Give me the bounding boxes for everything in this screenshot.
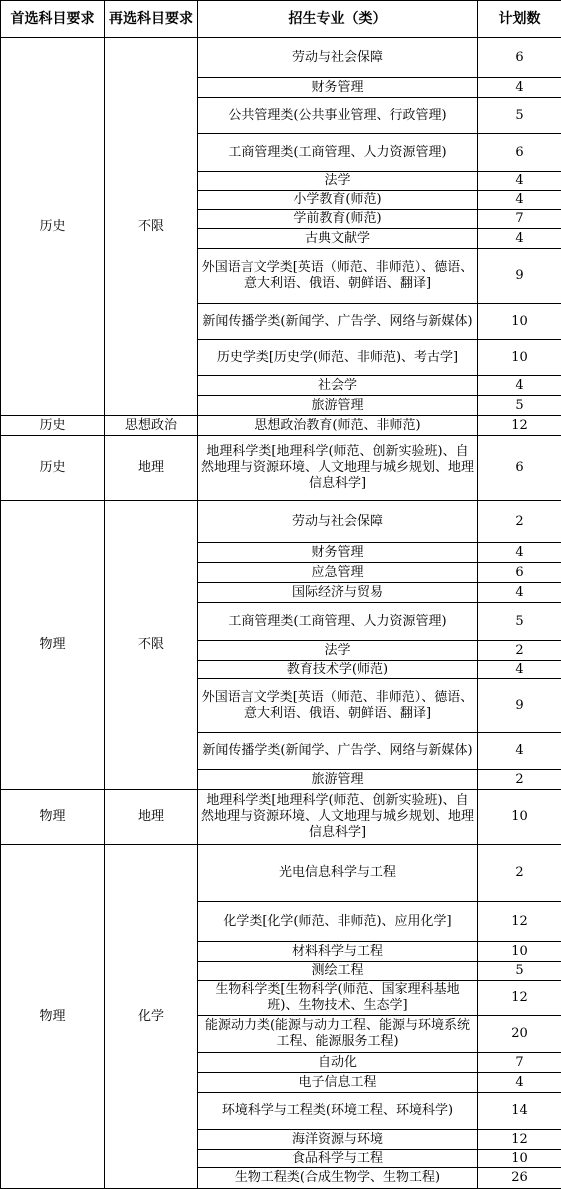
header-second-subject: 再选科目要求 xyxy=(105,1,198,38)
second-subject-cell: 化学 xyxy=(105,845,198,1189)
quota-cell: 4 xyxy=(478,78,561,98)
quota-cell: 10 xyxy=(478,942,561,962)
major-cell: 工商管理类(工商管理、人力资源管理) xyxy=(198,134,478,172)
first-subject-cell: 物理 xyxy=(1,845,105,1189)
major-cell: 劳动与社会保障 xyxy=(198,38,478,78)
major-cell: 化学类[化学(师范、非师范)、应用化学] xyxy=(198,902,478,942)
first-subject-cell: 物理 xyxy=(1,501,105,790)
major-cell: 财务管理 xyxy=(198,543,478,563)
quota-cell: 6 xyxy=(478,436,561,501)
first-subject-cell: 历史 xyxy=(1,436,105,501)
major-cell: 工商管理类(工商管理、人力资源管理) xyxy=(198,603,478,641)
second-subject-cell: 地理 xyxy=(105,790,198,845)
quota-cell: 4 xyxy=(478,733,561,770)
quota-cell: 20 xyxy=(478,1016,561,1053)
quota-cell: 10 xyxy=(478,340,561,376)
table-body xyxy=(1,38,561,1189)
major-cell: 社会学 xyxy=(198,376,478,396)
major-cell: 地理科学类[地理科学(师范、创新实验班)、自然地理与资源环境、人文地理与城乡规划、地理信息科学] xyxy=(198,790,478,845)
table-row xyxy=(1,790,561,845)
quota-cell: 12 xyxy=(478,1130,561,1150)
quota-cell: 2 xyxy=(478,770,561,790)
quota-cell: 4 xyxy=(478,376,561,396)
quota-cell: 9 xyxy=(478,249,561,304)
major-cell: 古典文献学 xyxy=(198,229,478,249)
major-cell: 教育技术学(师范) xyxy=(198,661,478,679)
quota-cell: 5 xyxy=(478,98,561,134)
quota-cell: 7 xyxy=(478,210,561,229)
first-subject-cell: 历史 xyxy=(1,38,105,416)
quota-cell: 5 xyxy=(478,396,561,416)
major-cell: 测绘工程 xyxy=(198,962,478,981)
quota-cell: 2 xyxy=(478,501,561,543)
quota-cell: 4 xyxy=(478,191,561,210)
major-cell: 公共管理类(公共事业管理、行政管理) xyxy=(198,98,478,134)
table-row xyxy=(1,38,561,78)
quota-cell: 14 xyxy=(478,1093,561,1130)
quota-cell: 4 xyxy=(478,661,561,679)
quota-cell: 4 xyxy=(478,583,561,603)
quota-cell: 2 xyxy=(478,845,561,902)
header-first-subject: 首选科目要求 xyxy=(1,1,105,38)
first-subject-cell: 物理 xyxy=(1,790,105,845)
major-cell: 财务管理 xyxy=(198,78,478,98)
major-cell: 小学教育(师范) xyxy=(198,191,478,210)
major-cell: 光电信息科学与工程 xyxy=(198,845,478,902)
quota-cell: 9 xyxy=(478,679,561,733)
quota-cell: 10 xyxy=(478,790,561,845)
quota-cell: 4 xyxy=(478,172,561,191)
quota-cell: 12 xyxy=(478,902,561,942)
major-cell: 劳动与社会保障 xyxy=(198,501,478,543)
quota-cell: 6 xyxy=(478,563,561,583)
major-cell: 国际经济与贸易 xyxy=(198,583,478,603)
quota-cell: 7 xyxy=(478,1053,561,1073)
major-cell: 环境科学与工程类(环境工程、环境科学) xyxy=(198,1093,478,1130)
major-cell: 旅游管理 xyxy=(198,770,478,790)
major-cell: 生物科学类[生物科学(师范、国家理科基地班)、生物技术、生态学] xyxy=(198,981,478,1016)
second-subject-cell: 思想政治 xyxy=(105,416,198,436)
first-subject-cell: 历史 xyxy=(1,416,105,436)
header-major: 招生专业（类） xyxy=(198,1,478,38)
quota-cell: 12 xyxy=(478,416,561,436)
major-cell: 外国语言文学类[英语（师范、非师范）、德语、意大利语、俄语、朝鲜语、翻译] xyxy=(198,679,478,733)
table-header-row xyxy=(1,1,561,38)
table-row xyxy=(1,845,561,902)
major-cell: 能源动力类(能源与动力工程、能源与环境系统工程、能源服务工程) xyxy=(198,1016,478,1053)
quota-cell: 12 xyxy=(478,981,561,1016)
quota-cell: 2 xyxy=(478,641,561,661)
major-cell: 地理科学类[地理科学(师范、创新实验班)、自然地理与资源环境、人文地理与城乡规划、地理信息科学] xyxy=(198,436,478,501)
second-subject-cell: 不限 xyxy=(105,501,198,790)
quota-cell: 6 xyxy=(478,134,561,172)
table-row xyxy=(1,436,561,501)
quota-cell: 5 xyxy=(478,962,561,981)
major-cell: 电子信息工程 xyxy=(198,1073,478,1093)
major-cell: 思想政治教育(师范、非师范) xyxy=(198,416,478,436)
major-cell: 法学 xyxy=(198,172,478,191)
table-row xyxy=(1,416,561,436)
major-cell: 旅游管理 xyxy=(198,396,478,416)
quota-cell: 10 xyxy=(478,1150,561,1168)
major-cell: 历史学类[历史学(师范、非师范)、考古学] xyxy=(198,340,478,376)
second-subject-cell: 不限 xyxy=(105,38,198,416)
quota-cell: 26 xyxy=(478,1168,561,1189)
major-cell: 新闻传播学类(新闻学、广告学、网络与新媒体) xyxy=(198,304,478,340)
quota-cell: 4 xyxy=(478,229,561,249)
quota-cell: 4 xyxy=(478,543,561,563)
quota-cell: 4 xyxy=(478,1073,561,1093)
major-cell: 海洋资源与环境 xyxy=(198,1130,478,1150)
quota-cell: 10 xyxy=(478,304,561,340)
major-cell: 新闻传播学类(新闻学、广告学、网络与新媒体) xyxy=(198,733,478,770)
major-cell: 材料科学与工程 xyxy=(198,942,478,962)
major-cell: 外国语言文学类[英语（师范、非师范）、德语、意大利语、俄语、朝鲜语、翻译] xyxy=(198,249,478,304)
major-cell: 法学 xyxy=(198,641,478,661)
table-row xyxy=(1,501,561,543)
major-cell: 食品科学与工程 xyxy=(198,1150,478,1168)
major-cell: 学前教育(师范) xyxy=(198,210,478,229)
quota-cell: 5 xyxy=(478,603,561,641)
major-cell: 自动化 xyxy=(198,1053,478,1073)
quota-cell: 6 xyxy=(478,38,561,78)
major-cell: 应急管理 xyxy=(198,563,478,583)
header-quota: 计划数 xyxy=(478,1,561,38)
second-subject-cell: 地理 xyxy=(105,436,198,501)
major-cell: 生物工程类(合成生物学、生物工程) xyxy=(198,1168,478,1189)
